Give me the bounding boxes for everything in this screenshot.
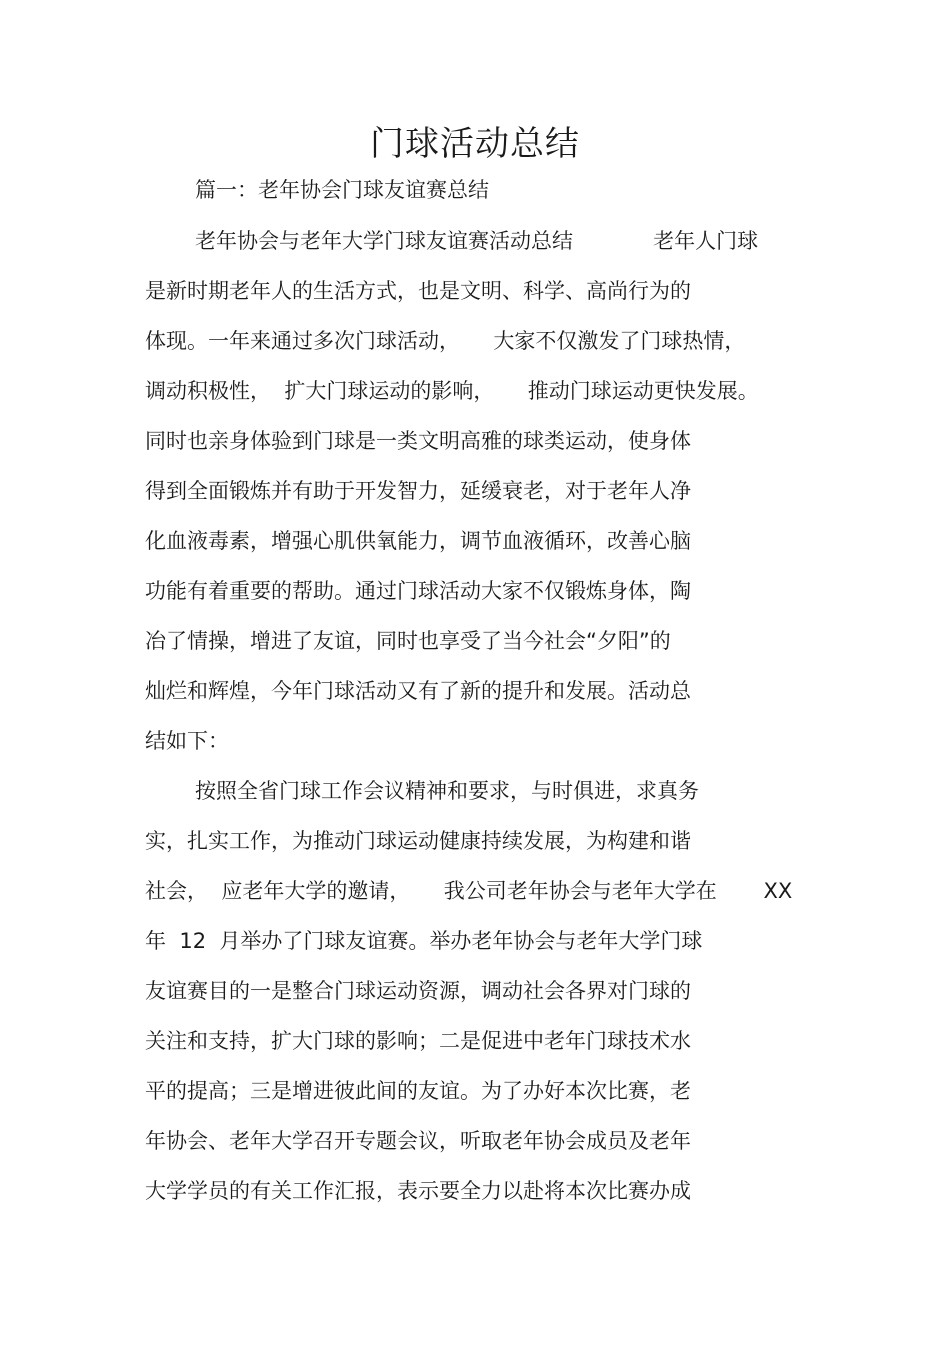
body-line: 关注和支持，扩大门球的影响；二是促进中老年门球技术水 [145, 1029, 691, 1053]
document-title: 门球活动总结 [370, 124, 580, 164]
body-line: 平的提高；三是增进彼此间的友谊。为了办好本次比赛，老 [145, 1079, 691, 1103]
body-line: 体现。一年来通过多次门球活动， 大家不仅激发了门球热情， [145, 329, 746, 353]
body-line: 年协会、老年大学召开专题会议，听取老年协会成员及老年 [145, 1129, 691, 1153]
body-line: 年 12 月举办了门球友谊赛。举办老年协会与老年大学门球 [145, 929, 703, 953]
body-line: 社会， 应老年大学的邀请， 我公司老年协会与老年大学在 XX [145, 879, 793, 903]
section-heading: 篇一：老年协会门球友谊赛总结 [195, 178, 489, 202]
body-line: 调动积极性， 扩大门球运动的影响， 推动门球运动更快发展。 [145, 379, 759, 403]
body-line: 得到全面锻炼并有助于开发智力，延缓衰老，对于老年人净 [145, 479, 691, 503]
body-line: 按照全省门球工作会议精神和要求，与时俱进，求真务 [195, 779, 699, 803]
body-line: 实，扎实工作，为推动门球运动健康持续发展，为构建和谐 [145, 829, 691, 853]
body-line: 大学学员的有关工作汇报，表示要全力以赴将本次比赛办成 [145, 1179, 691, 1203]
body-line: 同时也亲身体验到门球是一类文明高雅的球类运动，使身体 [145, 429, 691, 453]
body-line: 友谊赛目的一是整合门球运动资源，调动社会各界对门球的 [145, 979, 691, 1003]
body-line: 是新时期老年人的生活方式，也是文明、科学、高尚行为的 [145, 279, 691, 303]
body-line: 灿烂和辉煌，今年门球活动又有了新的提升和发展。活动总 [145, 679, 691, 703]
body-line: 冶了情操，增进了友谊，同时也享受了当今社会“夕阳”的 [145, 629, 671, 653]
body-line: 老年协会与老年大学门球友谊赛活动总结 老年人门球 [195, 229, 759, 253]
body-line: 结如下： [145, 729, 229, 753]
body-line: 化血液毒素，增强心肌供氧能力，调节血液循环，改善心脑 [145, 529, 691, 553]
body-line: 功能有着重要的帮助。通过门球活动大家不仅锻炼身体，陶 [145, 579, 691, 603]
